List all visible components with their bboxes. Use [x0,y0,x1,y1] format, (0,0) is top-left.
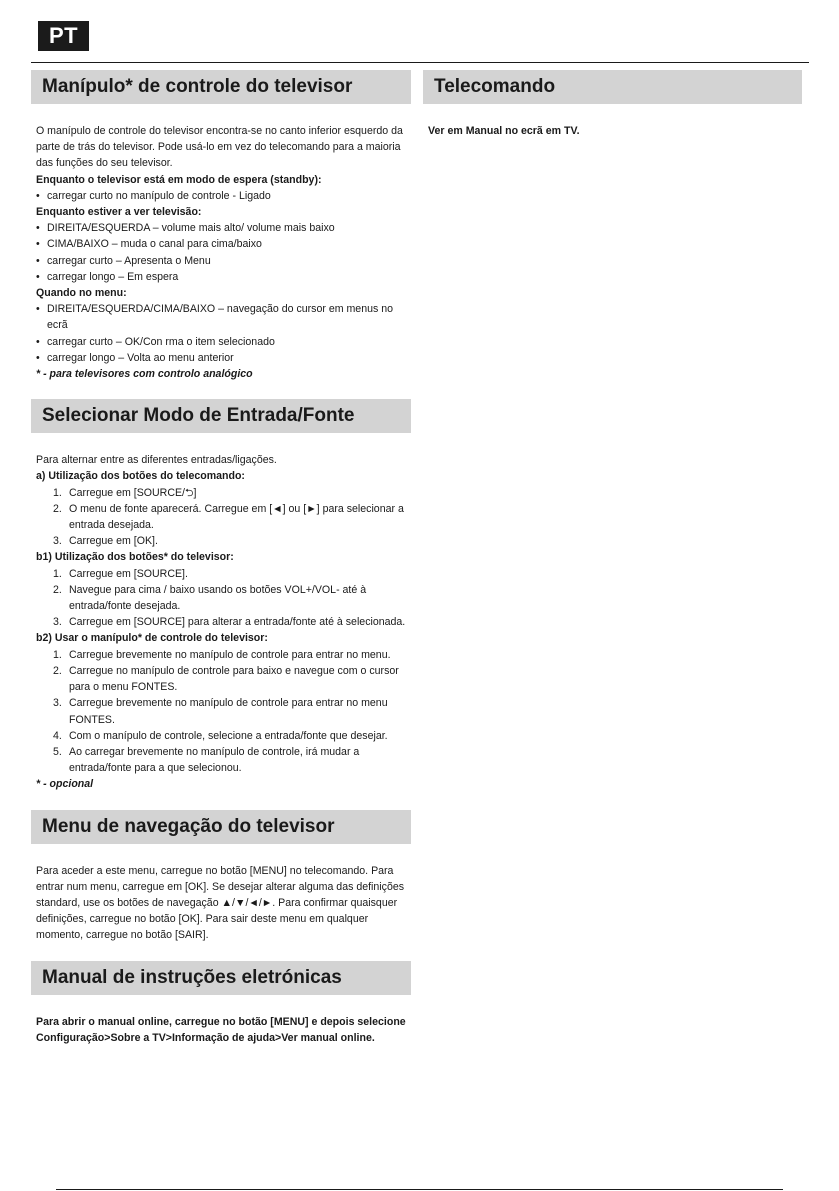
section-entrada [31,399,411,792]
a-list [36,485,411,550]
list-item: 3. Carregue em [SOURCE] para alterar a entrada/fonte até à selecionada. [53,616,406,629]
list-item: 1. Carregue brevemente no manípulo de controle para entrar no menu. [53,648,391,661]
section-navegacao [31,810,411,944]
b2-list [36,647,411,777]
manipulo-intro: O manípulo de controle do televisor encontra-se no canto inferior esquerdo da parte de trás do televisor. Pode usá-lo em vez do telecomando para a maioria das funções do seu televisor. [36,125,403,170]
b2-heading: b2) Usar o manípulo* de controle do televisor: [36,632,268,645]
menu-heading: Quando no menu: [36,287,127,300]
list-item: 4. Com o manípulo de controle, selecione a entrada/fonte que desejar. [53,729,388,742]
standby-list [36,188,411,204]
manipulo-note: * - para televisores com controlo analógico [36,368,253,381]
list-item: 1. Carregue em [SOURCE/⮌] [53,486,197,499]
list-item: 1. Carregue em [SOURCE]. [53,567,188,580]
section-telecomando [423,70,802,139]
section-body-telecomando [423,123,802,139]
section-body-manipulo [31,123,411,382]
top-divider [31,62,809,63]
list-item: • carregar curto – OK/Con rma o item selecionado [36,334,411,350]
bottom-divider [56,1189,783,1190]
section-title-telecomando: Telecomando [423,70,802,104]
section-title-manual: Manual de instruções eletrónicas [31,961,411,995]
telecomando-text: Ver em Manual no ecrã em TV. [428,125,580,137]
list-item: • carregar longo – Volta ao menu anterior [36,350,411,366]
list-item: • DIREITA/ESQUERDA/CIMA/BAIXO – navegação do cursor em menus no ecrã [36,301,411,333]
language-badge: PT [38,21,89,51]
entrada-intro: Para alternar entre as diferentes entradas/ligações. [36,454,277,467]
section-body-entrada [31,452,411,792]
section-body-manual [31,1014,411,1046]
list-item: • carregar curto – Apresenta o Menu [36,253,411,269]
entrada-note: * - opcional [36,778,94,791]
list-item: 2. Navegue para cima / baixo usando os botões VOL+/VOL- até à entrada/fonte desejada. [53,583,367,613]
list-item: 3. Carregue em [OK]. [53,535,158,548]
section-manual [31,961,411,1046]
navegacao-text: Para aceder a este menu, carregue no botão [MENU] no telecomando. Para entrar num menu, carregue em [OK]. Se desejar alterar alguma das definições standard, use os botões de navegação ▲/▼/◄/►. Para confirmar quaisquer definições, carregue no botão [OK]. Para sair deste menu em qualquer momento, carregue no botão [SAIR]. [36,864,405,942]
section-manipulo [31,70,411,382]
left-column [31,70,411,1046]
b1-list [36,566,411,631]
watching-heading: Enquanto estiver a ver televisão: [36,206,202,219]
list-item: • DIREITA/ESQUERDA – volume mais alto/ volume mais baixo [36,220,411,236]
section-title-manipulo: Manípulo* de controle do televisor [31,70,411,104]
b1-heading: b1) Utilização dos botões* do televisor: [36,551,234,564]
standby-heading: Enquanto o televisor está em modo de espera (standby): [36,173,322,186]
menu-list [36,301,411,366]
list-item: • carregar curto no manípulo de controle - Ligado [36,188,411,204]
section-body-navegacao [31,863,411,944]
list-item: • CIMA/BAIXO – muda o canal para cima/baixo [36,236,411,252]
watching-list [36,220,411,285]
list-item: 5. Ao carregar brevemente no manípulo de controle, irá mudar a entrada/fonte para a que selecionou. [53,745,360,775]
list-item: • carregar longo – Em espera [36,269,411,285]
a-heading: a) Utilização dos botões do telecomando: [36,470,245,483]
right-column [423,70,802,139]
section-title-navegacao: Menu de navegação do televisor [31,810,411,844]
manual-text: Para abrir o manual online, carregue no botão [MENU] e depois selecione Configuração>Sobre a TV>Informação de ajuda>Ver manual online. [36,1015,406,1044]
list-item: 2. Carregue no manípulo de controle para baixo e navegue com o cursor para o menu FONTES. [53,664,399,694]
list-item: 2. O menu de fonte aparecerá. Carregue em [◄] ou [►] para selecionar a entrada desejada. [53,502,404,532]
list-item: 3. Carregue brevemente no manípulo de controle para entrar no menu FONTES. [53,697,388,726]
section-title-entrada: Selecionar Modo de Entrada/Fonte [31,399,411,433]
